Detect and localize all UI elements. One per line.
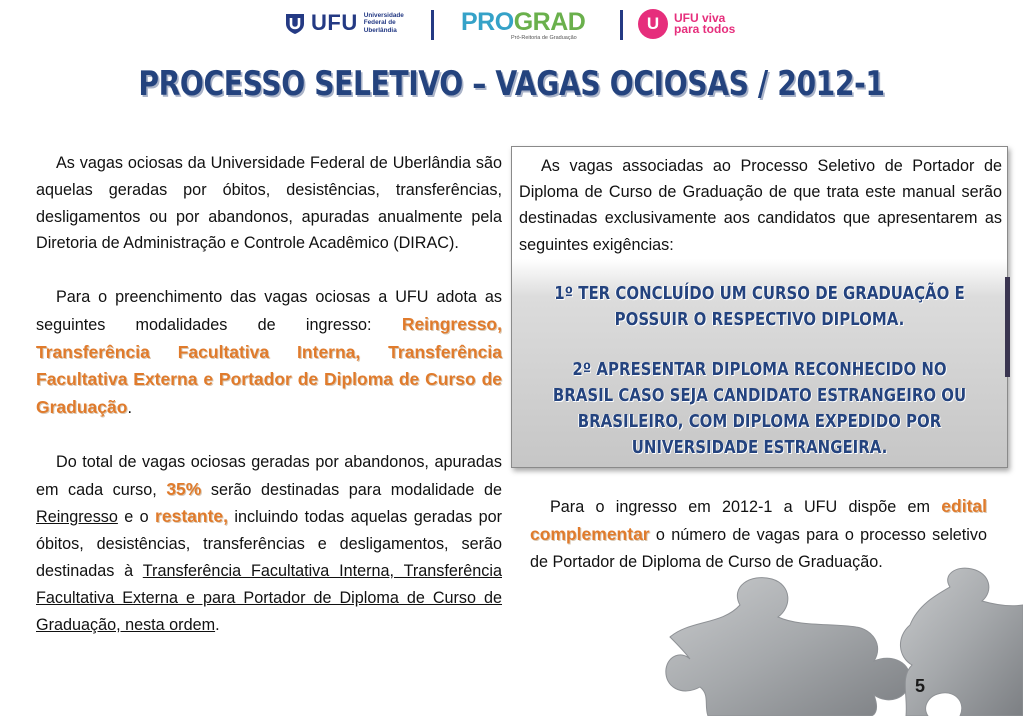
decorative-strip — [1005, 277, 1010, 377]
paragraph-edital — [530, 493, 987, 575]
prograd-name — [461, 8, 586, 36]
distribution-text-d: incluindo todas aquelas geradas por óbitos, desistências, transferências e desligamentos, serão destinadas à — [36, 508, 502, 580]
modalidades-intro: Para o preenchimento das vagas ociosas a UFU adota as seguintes modalidades de ingresso: — [36, 287, 502, 334]
reingresso-underlined: Reingresso — [36, 508, 118, 527]
page-number: 5 — [915, 676, 926, 696]
paragraph-definition: As vagas ociosas da Universidade Federal de Uberlândia são aquelas geradas por óbitos, desistências, transferências, desligamentos ou por abandonos, apuradas anualmente pela Diretoria de Administração e Controle Acadêmico (DIRAC). — [36, 154, 502, 253]
paragraph-modalidades — [36, 284, 502, 422]
distribution-text-b: serão destinadas para modalidade de — [201, 480, 502, 499]
restante-highlight: restante, — [155, 506, 228, 527]
edital-text-b: o número de vagas para o processo seletivo de Portador de Diploma de Curso de Graduação. — [530, 525, 987, 571]
page-title: PROCESSO SELETIVO – VAGAS OCIOSAS / 2012-1 — [138, 64, 885, 104]
requirements-box — [511, 146, 1008, 468]
requirement-2: 2º APRESENTAR DIPLOMA RECONHECIDO NO BRASIL CASO SEJA CANDIDATO ESTRANGEIRO OU BRASILEIRO, COM DIPLOMA EXPEDIDO POR UNIVERSIDADE ESTRANGEIRA. — [552, 360, 967, 458]
prograd-name-pro: PRO — [461, 8, 514, 36]
distribution-text-a: Do total de vagas ociosas geradas por abandonos, apuradas em cada curso, — [36, 452, 502, 499]
ufu-viva-logo — [638, 9, 735, 39]
ufu-logo-text: UFU — [311, 10, 358, 35]
viva-line-2: para todos — [674, 22, 736, 36]
requirement-1: 1º TER CONCLUÍDO UM CURSO DE GRADUAÇÃO E POSSUIR O RESPECTIVO DIPLOMA. — [554, 284, 965, 330]
ufu-viva-text — [674, 13, 735, 35]
prograd-name-grad: GRAD — [513, 8, 586, 36]
prograd-logo — [461, 8, 586, 44]
viva-line-1: UFU viva — [674, 11, 726, 25]
paragraph-distribution — [36, 449, 502, 639]
left-column — [36, 150, 502, 638]
edital-highlight: edital complementar — [530, 496, 987, 544]
percentage-highlight: 35% — [166, 478, 202, 499]
puzzle-pieces-icon — [660, 565, 1023, 716]
modalidades-highlight: Reingresso, Transferência Facultativa Interna, Transferência Facultativa Externa e Portador de Diploma de Curso de Graduação — [36, 313, 502, 418]
logo-separator — [431, 10, 434, 40]
ufu-logo-subtitle: Universidade Federal de Uberlândia — [363, 11, 404, 34]
distribution-end: . — [215, 615, 220, 634]
ufu-viva-mark-icon: U — [638, 9, 668, 39]
ufu-shield-icon — [283, 11, 307, 35]
logo-separator — [620, 10, 623, 40]
logo-bar — [0, 8, 1023, 44]
destinos-underlined: Transferência Facultativa Interna, Transferência Facultativa Externa e para Portador de Diploma de Curso de Graduação, nesta ordem — [36, 561, 502, 634]
puzzle-piece-left — [666, 578, 910, 716]
distribution-text-c: e o — [117, 508, 156, 527]
prograd-subtitle: Pró-Reitoria de Graduação — [511, 35, 577, 41]
edital-text-a: Para o ingresso em 2012-1 a UFU dispõe em — [550, 498, 942, 516]
ufu-logo — [283, 11, 414, 35]
modalidades-end: . — [127, 399, 132, 418]
right-column — [530, 493, 987, 575]
requirements-intro: As vagas associadas ao Processo Seletivo de Portador de Diploma de Curso de Graduação de que trata este manual serão destinadas exclusivamente aos candidatos que apresentarem as seguintes exigências: — [519, 157, 1002, 254]
